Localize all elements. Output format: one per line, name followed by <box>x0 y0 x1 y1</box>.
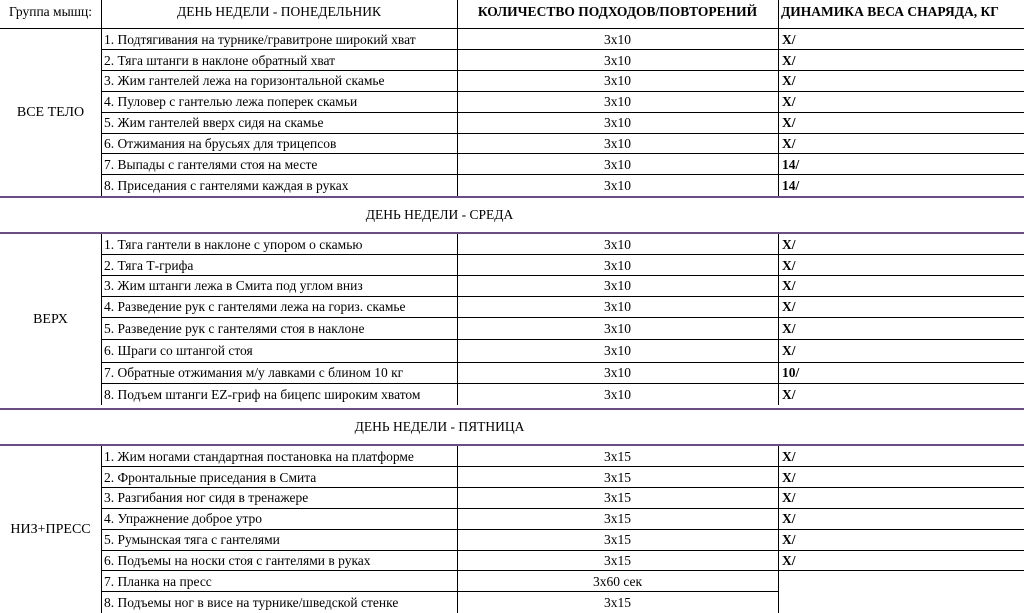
exercise-cell: 7. Обратные отжимания м/у лавками с блином 10 кг <box>104 365 404 381</box>
exercise-cell: 4. Упражнение доброе утро <box>104 511 263 527</box>
sets-cell: 3х10 <box>604 31 631 47</box>
sets-cell: 3х10 <box>604 386 631 402</box>
sets-cell: 3х10 <box>604 299 631 315</box>
sets-cell: 3х10 <box>604 157 631 173</box>
sets-cell: 3х60 сек <box>592 574 643 590</box>
exercise-cell: 6. Отжимания на брусьях для трицепсов <box>104 136 337 152</box>
weight-cell <box>779 592 1024 613</box>
weight-cell: 10/ <box>782 365 800 381</box>
sets-cell: 3х10 <box>604 278 631 294</box>
weight-cell: Х/ <box>782 278 796 294</box>
weight-cell: Х/ <box>782 136 796 152</box>
weight-cell: Х/ <box>782 511 796 527</box>
weight-cell: Х/ <box>782 52 796 68</box>
weight-cell: Х/ <box>782 448 796 464</box>
exercise-cell: 7. Выпады с гантелями стоя на месте <box>104 157 318 173</box>
weight-cell: Х/ <box>782 73 796 89</box>
muscle-group-label: НИЗ+ПРЕСС <box>10 521 91 537</box>
sets-cell: 3х10 <box>604 177 631 193</box>
header-col-line-2 <box>457 0 458 28</box>
weight-cell: Х/ <box>782 343 796 359</box>
sets-cell: 3х10 <box>604 52 631 68</box>
exercise-cell: 1. Жим ногами стандартная постановка на платформе <box>104 448 414 464</box>
exercise-cell: 5. Румынская тяга с гантелями <box>104 532 280 548</box>
sets-cell: 3х15 <box>604 594 631 610</box>
sets-cell: 3х10 <box>604 257 631 273</box>
day-title: ДЕНЬ НЕДЕЛИ - ПЯТНИЦА <box>354 419 525 435</box>
sets-cell: 3х10 <box>604 343 631 359</box>
header-day: ДЕНЬ НЕДЕЛИ - ПОНЕДЕЛЬНИК <box>177 4 381 20</box>
exercise-cell: 2. Тяга Т-грифа <box>104 257 194 273</box>
col-line-3 <box>778 446 779 613</box>
muscle-group-label: ВЕРХ <box>33 311 68 327</box>
exercise-cell: 7. Планка на пресс <box>104 574 212 590</box>
weight-cell: Х/ <box>782 236 796 252</box>
sets-cell: 3х10 <box>604 236 631 252</box>
sets-cell: 3х15 <box>604 448 631 464</box>
sets-cell: 3х10 <box>604 73 631 89</box>
weight-cell: Х/ <box>782 469 796 485</box>
sets-cell: 3х15 <box>604 553 631 569</box>
col-line-2 <box>457 234 458 405</box>
col-line-3 <box>778 29 779 196</box>
col-line-2 <box>457 29 458 196</box>
exercise-cell: 5. Жим гантелей вверх сидя на скамье <box>104 115 324 131</box>
exercise-cell: 4. Пуловер с гантелью лежа поперек скамьи <box>104 94 358 110</box>
weight-cell: Х/ <box>782 320 796 336</box>
weight-cell: Х/ <box>782 94 796 110</box>
col-line-1 <box>101 234 102 405</box>
sets-cell: 3х10 <box>604 136 631 152</box>
header-col-line-1 <box>101 0 102 28</box>
sets-cell: 3х15 <box>604 490 631 506</box>
weight-cell: Х/ <box>782 490 796 506</box>
weight-cell: Х/ <box>782 31 796 47</box>
weight-cell: Х/ <box>782 532 796 548</box>
col-line-3 <box>778 234 779 405</box>
exercise-cell: 4. Разведение рук с гантелями лежа на гориз. скамье <box>104 299 406 315</box>
col-line-1 <box>101 446 102 613</box>
weight-cell: 14/ <box>782 157 800 173</box>
col-line-1 <box>101 29 102 196</box>
weight-cell: Х/ <box>782 299 796 315</box>
exercise-cell: 6. Подъемы на носки стоя с гантелями в руках <box>104 553 371 569</box>
sets-cell: 3х15 <box>604 532 631 548</box>
exercise-cell: 2. Фронтальные приседания в Смита <box>104 469 317 485</box>
exercise-cell: 8. Подъемы ног в висе на турнике/шведской стенке <box>104 594 399 610</box>
exercise-cell: 1. Тяга гантели в наклоне с упором о скамью <box>104 236 363 252</box>
weight-cell: Х/ <box>782 386 796 402</box>
weight-cell: Х/ <box>782 257 796 273</box>
sets-cell: 3х10 <box>604 94 631 110</box>
exercise-cell: 1. Подтягивания на турнике/гравитроне широкий хват <box>104 31 416 47</box>
weight-cell: Х/ <box>782 553 796 569</box>
header-divider <box>0 28 1024 29</box>
sets-cell: 3х10 <box>604 320 631 336</box>
exercise-cell: 8. Приседания с гантелями каждая в руках <box>104 177 349 193</box>
header-col-line-3 <box>778 0 779 28</box>
muscle-group-label: ВСЕ ТЕЛО <box>16 104 85 120</box>
exercise-cell: 3. Жим штанги лежа в Смита под углом вниз <box>104 278 363 294</box>
exercise-cell: 5. Разведение рук с гантелями стоя в наклоне <box>104 320 365 336</box>
sets-cell: 3х15 <box>604 511 631 527</box>
exercise-cell: 8. Подъем штанги EZ-гриф на бицепс широким хватом <box>104 386 421 402</box>
col-line-2 <box>457 446 458 613</box>
exercise-cell: 3. Разгибания ног сидя в тренажере <box>104 490 309 506</box>
header-sets: КОЛИЧЕСТВО ПОДХОДОВ/ПОВТОРЕНИЙ <box>477 4 758 20</box>
sets-cell: 3х10 <box>604 115 631 131</box>
sets-cell: 3х10 <box>604 365 631 381</box>
weight-cell: 14/ <box>782 177 800 193</box>
exercise-cell: 6. Шраги со штангой стоя <box>104 343 253 359</box>
sets-cell: 3х15 <box>604 469 631 485</box>
header-weight: ДИНАМИКА ВЕСА СНАРЯДА, КГ <box>781 4 999 20</box>
weight-cell <box>779 571 1024 592</box>
weight-cell: Х/ <box>782 115 796 131</box>
exercise-cell: 2. Тяга штанги в наклоне обратный хват <box>104 52 336 68</box>
exercise-cell: 3. Жим гантелей лежа на горизонтальной скамье <box>104 73 385 89</box>
day-title: ДЕНЬ НЕДЕЛИ - СРЕДА <box>365 207 514 223</box>
header-muscle-group: Группа мышц: <box>8 4 93 20</box>
